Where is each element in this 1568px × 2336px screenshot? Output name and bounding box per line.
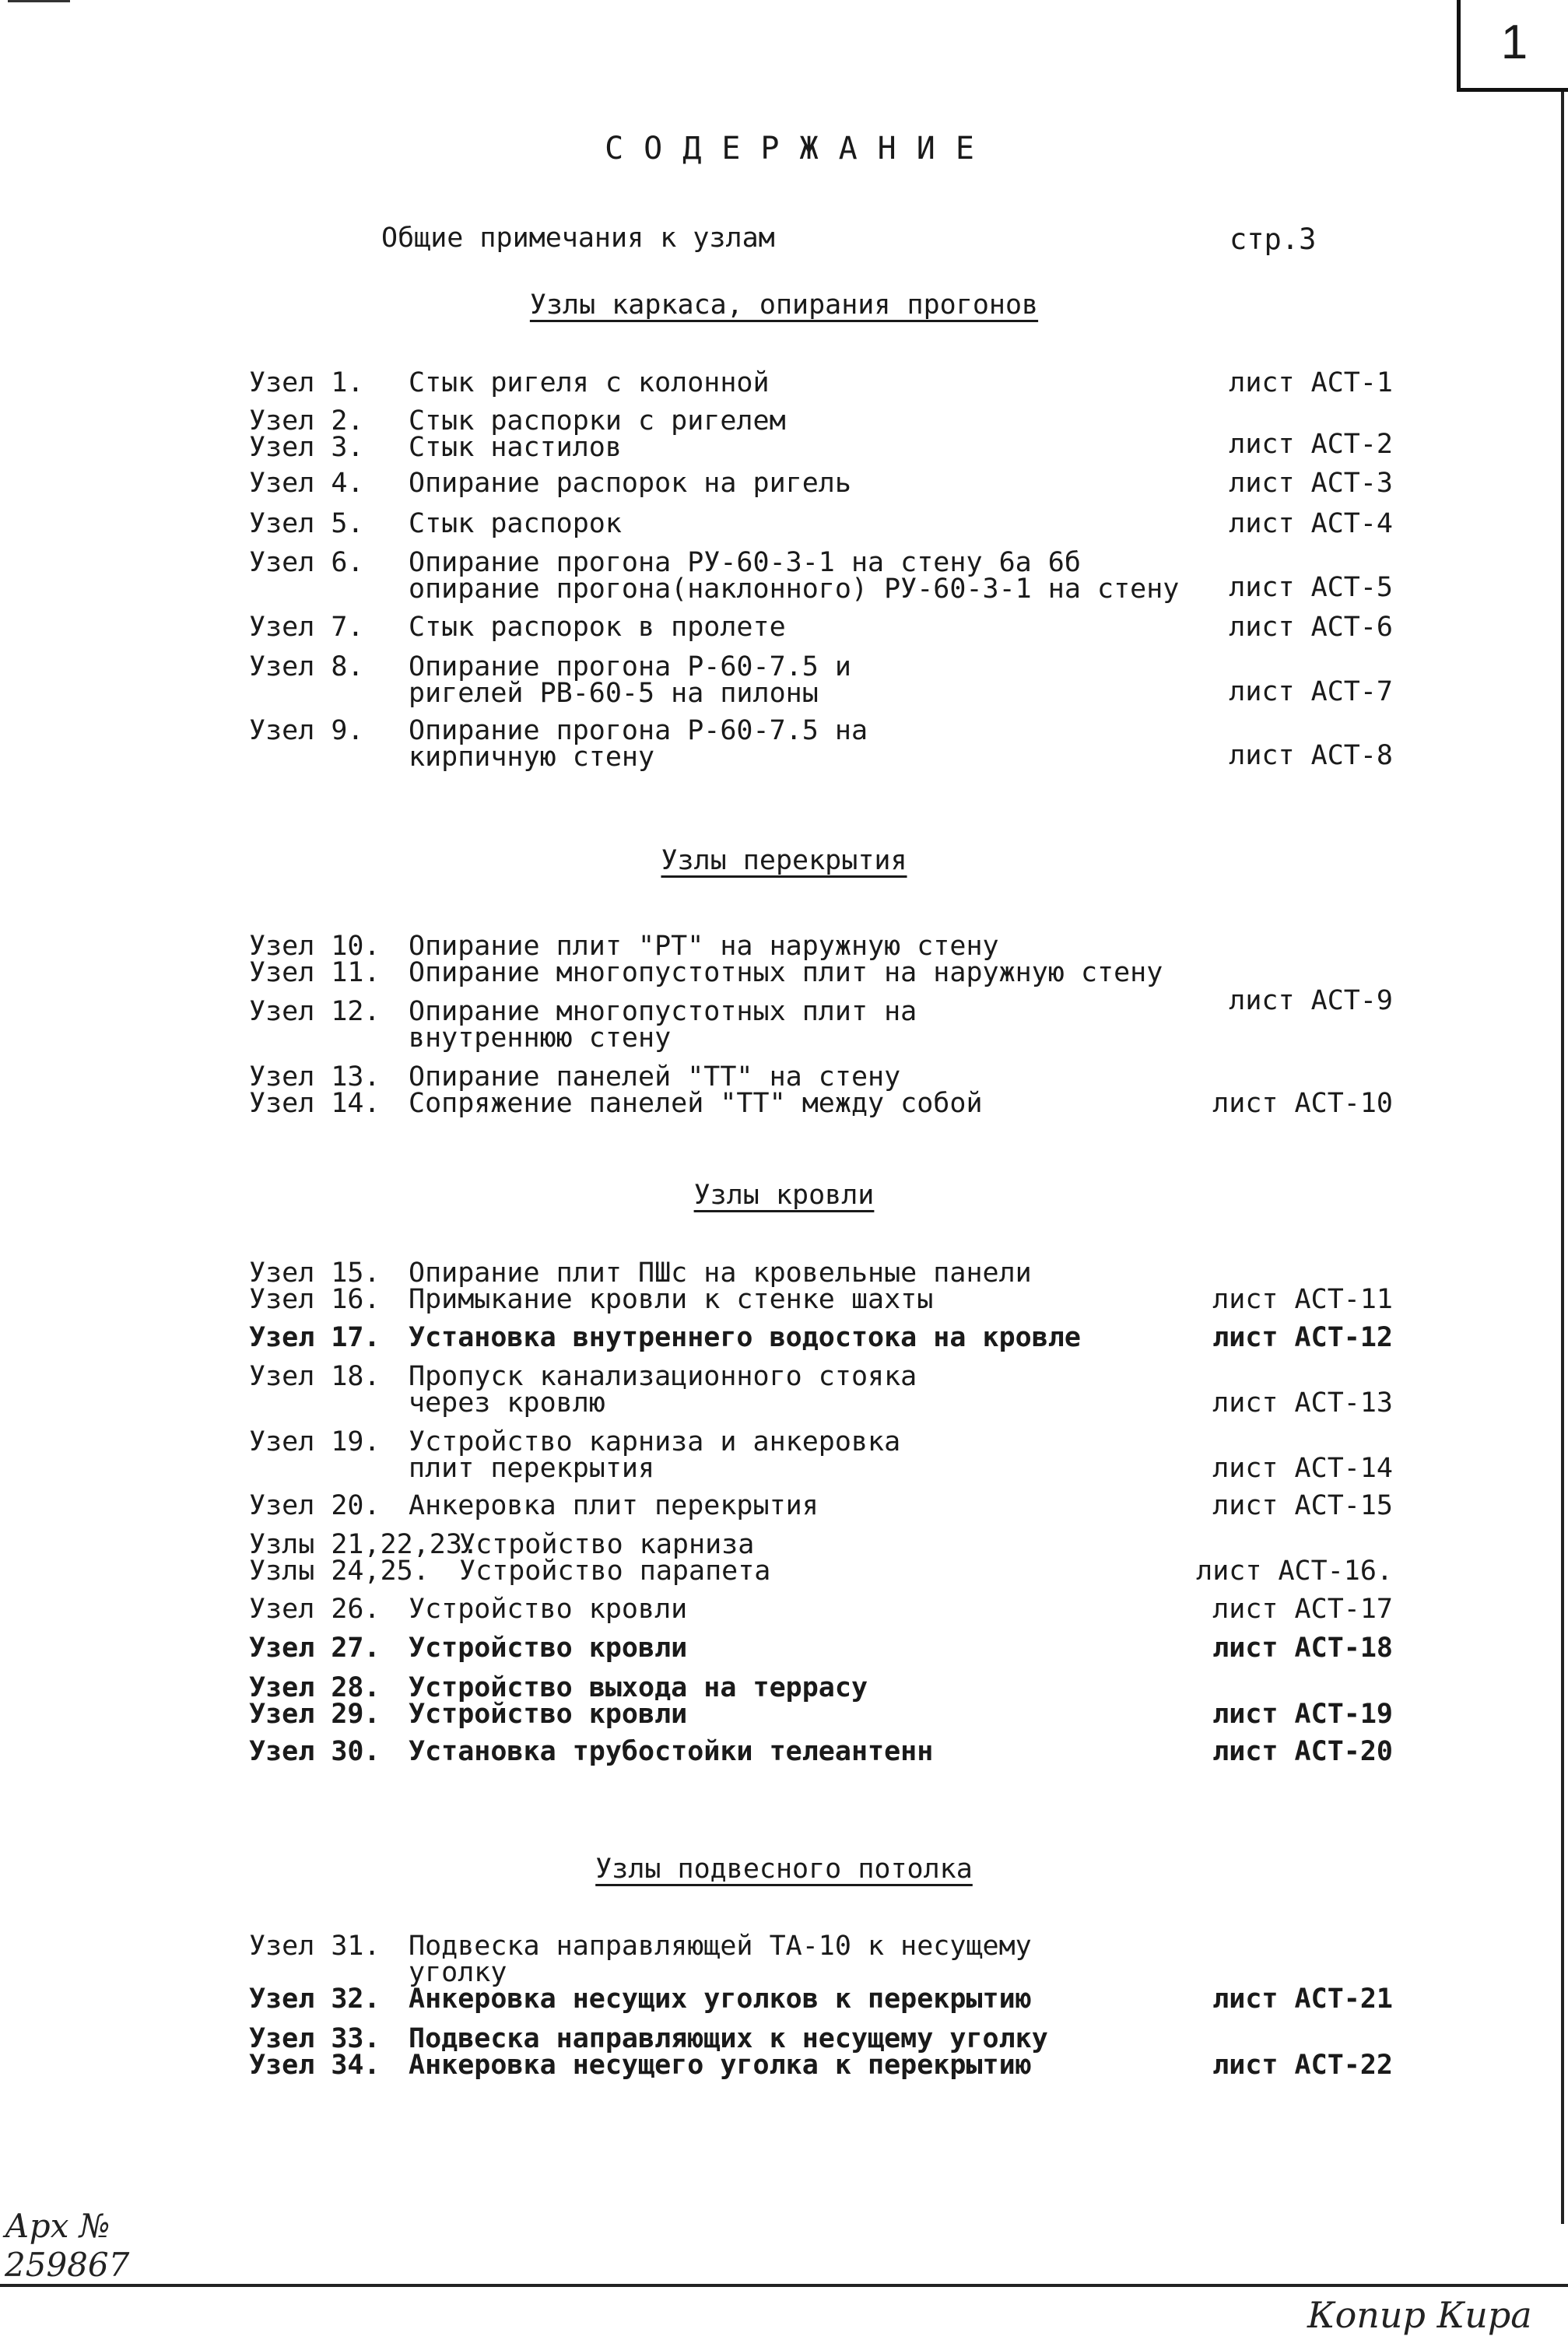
node-number: Узел 2. Узел 3. [249,405,364,463]
node-description: Стык распорок [409,508,622,539]
node-description: Установка внутреннего водостока на кровле [409,1322,1081,1353]
node-number: Узел 20. [249,1490,381,1521]
node-number: Узел 26. [249,1594,381,1625]
node-description: Анкеровка несущих уголков к перекрытию [409,1983,1032,2015]
sheet-ref: лист АСТ-17 [1212,1594,1393,1625]
archive-stamp [5,2207,129,2285]
sheet-ref: лист АСТ-4 [1229,508,1393,539]
node-number: Узел 15. Узел 16. [249,1257,381,1315]
sheet-ref: лист АСТ-12 [1212,1322,1393,1353]
sheet-ref: лист АСТ-1 [1229,367,1393,398]
archive-number: 259867 [5,2246,130,2284]
sheet-ref: лист АСТ-15 [1212,1490,1393,1521]
sheet-ref: лист АСТ-13 [1212,1387,1393,1419]
sheet-ref: лист АСТ-11 [1212,1284,1393,1315]
node-number: Узлы 21,22,23. Узлы 24,25. [249,1529,479,1587]
general-notes-page: стр.3 [1229,223,1317,256]
sheet-ref: лист АСТ-3 [1229,468,1393,499]
node-description: Устройство карниза Устройство парапета [459,1529,771,1587]
archive-label: Арх № [5,2207,110,2245]
sheet-ref: лист АСТ-16. [1196,1556,1393,1587]
node-description: Опирание прогона РУ-60-3-1 на стену 6а 6б опирание прогона(наклонного) РУ-60-3-1 на стену [409,547,1180,605]
sheet-ref: лист АСТ-20 [1212,1736,1393,1767]
node-description: Устройство кровли [409,1594,688,1625]
page-title: СОДЕРЖАНИЕ [605,131,994,167]
node-number: Узел 31. [249,1931,381,1962]
node-description: Стык ригеля с колонной [409,367,770,398]
sheet-ref: лист АСТ-19 [1212,1699,1393,1730]
node-description: Стык распорок в пролете [409,612,786,643]
sheet-ref: лист АСТ-6 [1229,612,1393,643]
sheet-ref: лист АСТ-9 [1229,985,1393,1016]
sheet-ref: лист АСТ-21 [1212,1983,1393,2015]
node-description: Опирание плит ПШс на кровельные панели Примыкание кровли к стенке шахты [409,1257,1032,1315]
sheet-ref: лист АСТ-22 [1212,2050,1393,2081]
section-heading: Узлы подвесного потолка [595,1854,973,1885]
node-description: Устройство кровли [409,1633,688,1664]
node-number: Узел 33. Узел 34. [249,2023,381,2081]
sheet-ref: лист АСТ-5 [1229,572,1393,603]
sheet-ref: лист АСТ-7 [1229,676,1393,707]
node-description: Опирание плит "РТ" на наружную стену Опирание многопустотных плит на наружную стену [409,931,1163,988]
node-number: Узел 12. [249,996,381,1027]
node-description: Опирание распорок на ригель [409,468,851,499]
general-notes-label: Общие примечания к узлам [381,223,775,254]
copier-signature: Копир Кира [1307,2294,1532,2336]
sheet-ref: лист АСТ-18 [1212,1633,1393,1664]
sheet-ref: лист АСТ-10 [1212,1088,1393,1119]
node-number: Узел 13. Узел 14. [249,1061,381,1119]
node-number: Узел 8. [249,651,364,682]
node-number: Узел 30. [249,1736,381,1767]
node-number: Узел 6. [249,547,364,578]
node-description: Опирание прогона Р-60-7.5 и ригелей РВ-60-5 на пилоны [409,651,851,709]
node-description: Подвеска направляющих к несущему уголку Анкеровка несущего уголка к перекрытию [409,2023,1048,2081]
top-edge-mark [8,0,70,2]
page-number-box: 1 [1457,0,1568,92]
node-number: Узел 9. [249,715,364,746]
node-number: Узел 28. Узел 29. [249,1672,381,1730]
node-number: Узел 1. [249,367,364,398]
bottom-frame-line [0,2284,1568,2287]
section-heading: Узлы каркаса, опирания прогонов [529,289,1039,321]
node-number: Узел 19. [249,1426,381,1457]
node-description: Опирание многопустотных плит на внутреннюю стену [409,996,917,1054]
node-description: Подвеска направляющей ТА-10 к несущему уголку [409,1931,1032,1988]
sheet-ref: лист АСТ-14 [1212,1453,1393,1484]
node-description: Стык распорки с ригелем Стык настилов [409,405,786,463]
node-number: Узел 5. [249,508,364,539]
node-number: Узел 10. Узел 11. [249,931,381,988]
node-description: Опирание прогона Р-60-7.5 на кирпичную стену [409,715,868,773]
node-description: Устройство выхода на террасу Устройство кровли [409,1672,868,1730]
node-description: Пропуск канализационного стояка через кровлю [409,1361,917,1419]
sheet-ref: лист АСТ-8 [1229,740,1393,771]
section-heading: Узлы кровли [693,1180,875,1211]
node-description: Анкеровка плит перекрытия [409,1490,819,1521]
node-description: Опирание панелей "ТТ" на стену Сопряжение панелей "ТТ" между собой [409,1061,983,1119]
node-description: Установка трубостойки телеантенн [409,1736,934,1767]
node-number: Узел 27. [249,1633,381,1664]
sheet-ref: лист АСТ-2 [1229,429,1393,460]
node-number: Узел 4. [249,468,364,499]
node-number: Узел 32. [249,1983,381,2015]
right-frame-line [1561,92,1564,2224]
node-number: Узел 7. [249,612,364,643]
node-number: Узел 18. [249,1361,381,1392]
section-heading: Узлы перекрытия [661,845,907,876]
node-description: Устройство карниза и анкеровка плит перекрытия [409,1426,901,1484]
node-number: Узел 17. [249,1322,381,1353]
